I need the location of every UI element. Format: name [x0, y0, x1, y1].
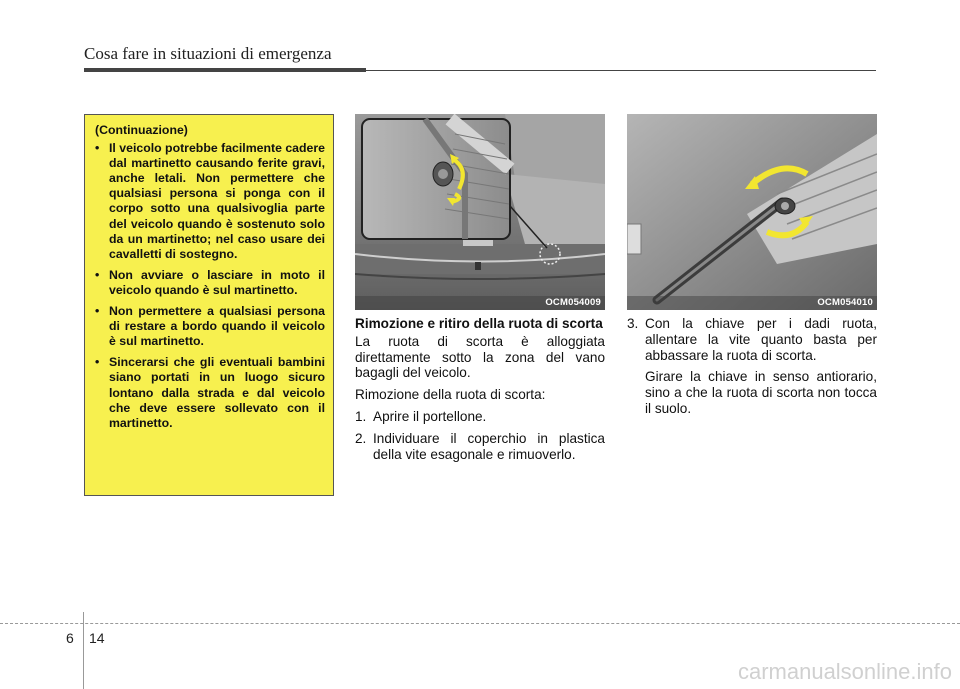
step-text: Aprire il portellone. — [373, 408, 487, 424]
warning-item: • Sincerarsi che gli eventuali bambini siano portati in un luogo sicuro lontano dalla strada e dal veicolo che deve essere sollevato con il martinetto. — [95, 355, 325, 430]
header-rule-thick — [84, 68, 366, 72]
step-item — [627, 316, 877, 363]
footer-divider — [83, 612, 84, 689]
page-number: 14 — [89, 630, 105, 646]
bullet-icon: • — [95, 355, 100, 370]
bullet-icon: • — [95, 141, 100, 156]
figure-wrench-on-bolt — [627, 114, 877, 310]
wrench-illustration — [627, 114, 877, 310]
bullet-icon: • — [95, 304, 100, 319]
step-text: Con la chiave per i dadi ruota, allentare la vite quanto basta per abbassare la ruota di scorta. — [645, 316, 877, 363]
page-header-title: Cosa fare in situazioni di emergenza — [84, 44, 332, 63]
step-item — [355, 431, 605, 463]
figure-code: OCM054009 — [545, 297, 601, 308]
watermark: carmanualsonline.info — [737, 659, 952, 684]
trunk-illustration — [355, 114, 605, 310]
warning-item: • Non permettere a qualsiasi persona di restare a bordo quando il veicolo è sul martinetto. — [95, 304, 325, 349]
warning-item: • Non avviare o lasciare in moto il veicolo quando è sul martinetto. — [95, 267, 325, 297]
footer-rule — [0, 623, 960, 624]
section-heading: Rimozione e ritiro della ruota di scorta — [355, 316, 603, 331]
chapter-number: 6 — [66, 630, 74, 646]
warning-continuation: (Continuazione) — [95, 123, 188, 137]
header-rule-thin — [366, 70, 876, 71]
step-number: 3. — [627, 316, 639, 331]
step-number: 1. — [355, 408, 367, 424]
figure-trunk-hex-bolt-cover — [355, 114, 605, 310]
bullet-icon: • — [95, 267, 100, 282]
step-continuation: Girare la chiave in senso antiorario, sino a che la ruota di scorta non tocca il suolo. — [645, 369, 877, 416]
warning-box — [84, 114, 334, 496]
paragraph: Rimozione della ruota di scorta: — [355, 387, 546, 403]
figure-code: OCM054010 — [817, 297, 873, 308]
step-text: Individuare il coperchio in plastica della vite esagonale e rimuoverlo. — [373, 430, 605, 462]
step-item — [355, 409, 605, 425]
column-spare-tire-removal — [355, 316, 605, 468]
warning-item: • Il veicolo potrebbe facilmente cadere dal martinetto causando ferite gravi, anche letali. Non permettere che qualsiasi persona si ponga con il corpo sotto una qualsivoglia parte del veicolo quando è sostenuto solo da un martinetto; nel caso usare dei cavalletti di sostegno. — [95, 141, 325, 261]
column-loosen-bolt — [627, 316, 877, 423]
step-number: 2. — [355, 430, 367, 446]
warning-list — [95, 141, 325, 431]
paragraph: La ruota di scorta è alloggiata direttamente sotto la zona del vano bagagli del veicolo. — [355, 333, 605, 381]
